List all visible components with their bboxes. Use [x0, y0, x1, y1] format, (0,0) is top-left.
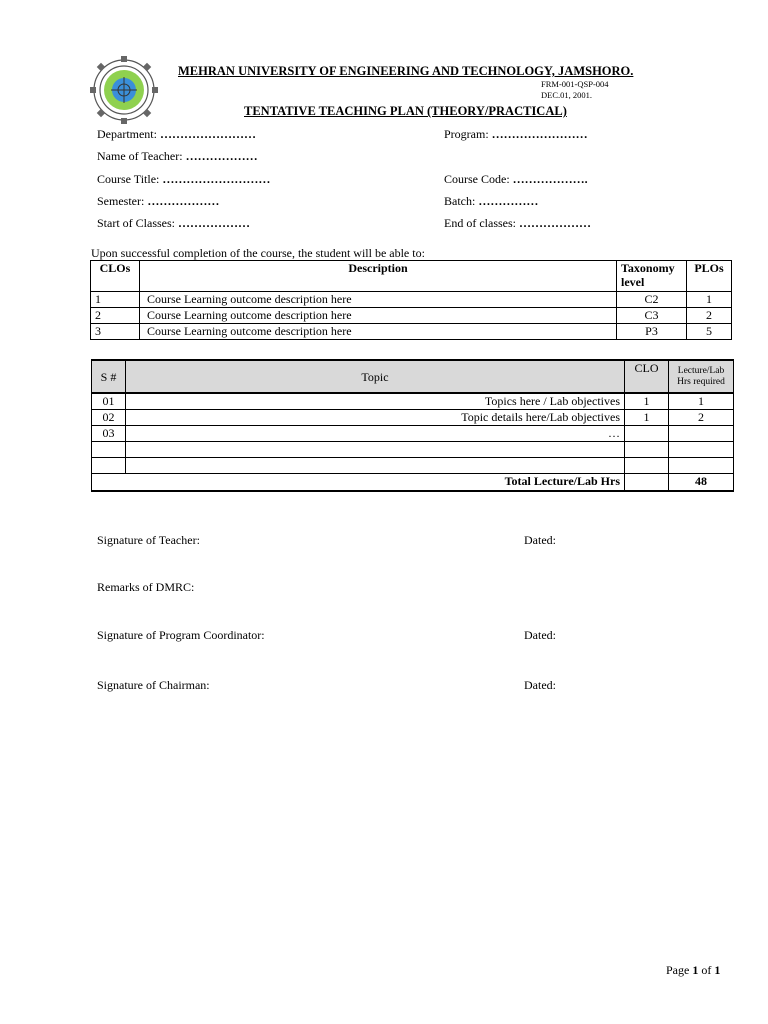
clo-number: 2 [91, 308, 140, 324]
end-value: ……………… [518, 216, 591, 230]
clo-row [91, 308, 732, 324]
topic-row [92, 426, 734, 442]
program-field [444, 127, 588, 142]
clo-header: CLO [625, 360, 669, 393]
topic-clo [625, 442, 669, 458]
teacher-field [97, 149, 258, 164]
topic-table [91, 359, 734, 492]
batch-label: Batch: [444, 194, 476, 208]
total-label: Total Lecture/Lab Hrs [92, 474, 625, 492]
topic-row [92, 393, 734, 410]
plos-header: PLOs [686, 261, 731, 292]
document-title: TENTATIVE TEACHING PLAN (THEORY/PRACTICAL) [244, 104, 567, 118]
university-name: MEHRAN UNIVERSITY OF ENGINEERING AND TECHNOLOGY, JAMSHORO. [178, 64, 634, 78]
page-word: Page [666, 963, 690, 977]
department-label: Department: [97, 127, 157, 141]
clo-number: 3 [91, 324, 140, 340]
page-total: 1 [714, 963, 721, 977]
topic-sno [92, 458, 126, 474]
topic-text: … [126, 426, 625, 442]
form-code-block [541, 79, 609, 101]
clo-description: Course Learning outcome description here [139, 308, 616, 324]
clo-plo: 2 [686, 308, 731, 324]
course-title-field [97, 172, 270, 187]
dmrc-remarks-label: Remarks of DMRC: [97, 580, 195, 594]
topic-row [92, 442, 734, 458]
semester-value: ……………… [147, 194, 220, 208]
clo-description: Course Learning outcome description here [139, 324, 616, 340]
clos-header: CLOs [91, 261, 140, 292]
topic-row [92, 458, 734, 474]
clo-taxonomy: P3 [617, 324, 687, 340]
department-field [97, 127, 256, 142]
chairman-dated-label: Dated: [524, 678, 556, 692]
teacher-value: ……………… [185, 149, 258, 163]
course-title-label: Course Title: [97, 172, 160, 186]
topic-text [126, 458, 625, 474]
semester-field [97, 194, 219, 209]
topic-sno: 02 [92, 410, 126, 426]
topic-clo [625, 426, 669, 442]
sno-header: S # [92, 360, 126, 393]
form-code: FRM-001-QSP-004 [541, 79, 609, 89]
coordinator-signature-label: Signature of Program Coordinator: [97, 628, 265, 642]
form-date: DEC.01, 2001. [541, 90, 592, 100]
end-label: End of classes: [444, 216, 516, 230]
topic-header: Topic [126, 360, 625, 393]
page-of-word: of [701, 963, 712, 977]
clo-row [91, 292, 732, 308]
topic-hours: 2 [669, 410, 734, 426]
total-clo-cell [625, 474, 669, 492]
clo-plo: 1 [686, 292, 731, 308]
topic-text [126, 442, 625, 458]
end-of-classes-field [444, 216, 591, 231]
university-logo-icon [89, 55, 159, 125]
clo-table [90, 260, 732, 340]
chairman-signature-label: Signature of Chairman: [97, 678, 210, 692]
start-label: Start of Classes: [97, 216, 175, 230]
topic-hours [669, 458, 734, 474]
course-code-field [444, 172, 588, 187]
topic-hours: 1 [669, 393, 734, 410]
topic-clo: 1 [625, 410, 669, 426]
program-value: …………………… [491, 127, 588, 141]
topic-row [92, 410, 734, 426]
clo-number: 1 [91, 292, 140, 308]
clo-intro-text: Upon successful completion of the course, the student will be able to: [91, 246, 425, 260]
total-row [92, 474, 734, 492]
teacher-signature-label: Signature of Teacher: [97, 533, 200, 547]
batch-value: …………… [478, 194, 539, 208]
clo-taxonomy: C3 [617, 308, 687, 324]
start-value: ……………… [178, 216, 250, 230]
description-header: Description [139, 261, 616, 292]
topic-clo: 1 [625, 393, 669, 410]
course-title-value: ……………………… [162, 172, 271, 186]
program-label: Program: [444, 127, 489, 141]
clo-plo: 5 [686, 324, 731, 340]
course-code-value: ………………. [512, 172, 588, 186]
clo-row [91, 324, 732, 340]
topic-text: Topics here / Lab objectives [126, 393, 625, 410]
clo-table-header [91, 261, 732, 292]
teacher-label: Name of Teacher: [97, 149, 183, 163]
department-value: …………………… [159, 127, 256, 141]
topic-hours [669, 442, 734, 458]
topic-table-header [92, 360, 734, 393]
topic-clo [625, 458, 669, 474]
topic-sno [92, 442, 126, 458]
topic-text: Topic details here/Lab objectives [126, 410, 625, 426]
page-number [666, 963, 720, 978]
hours-header: Lecture/Lab Hrs required [669, 360, 734, 393]
coordinator-dated-label: Dated: [524, 628, 556, 642]
topic-sno: 01 [92, 393, 126, 410]
semester-label: Semester: [97, 194, 145, 208]
batch-field [444, 194, 538, 209]
page-current: 1 [692, 963, 699, 977]
teacher-dated-label: Dated: [524, 533, 556, 547]
course-code-label: Course Code: [444, 172, 510, 186]
start-of-classes-field [97, 216, 250, 231]
topic-sno: 03 [92, 426, 126, 442]
clo-taxonomy: C2 [617, 292, 687, 308]
taxonomy-header: Taxonomy level [617, 261, 687, 292]
total-value: 48 [669, 474, 734, 492]
topic-hours [669, 426, 734, 442]
clo-description: Course Learning outcome description here [139, 292, 616, 308]
